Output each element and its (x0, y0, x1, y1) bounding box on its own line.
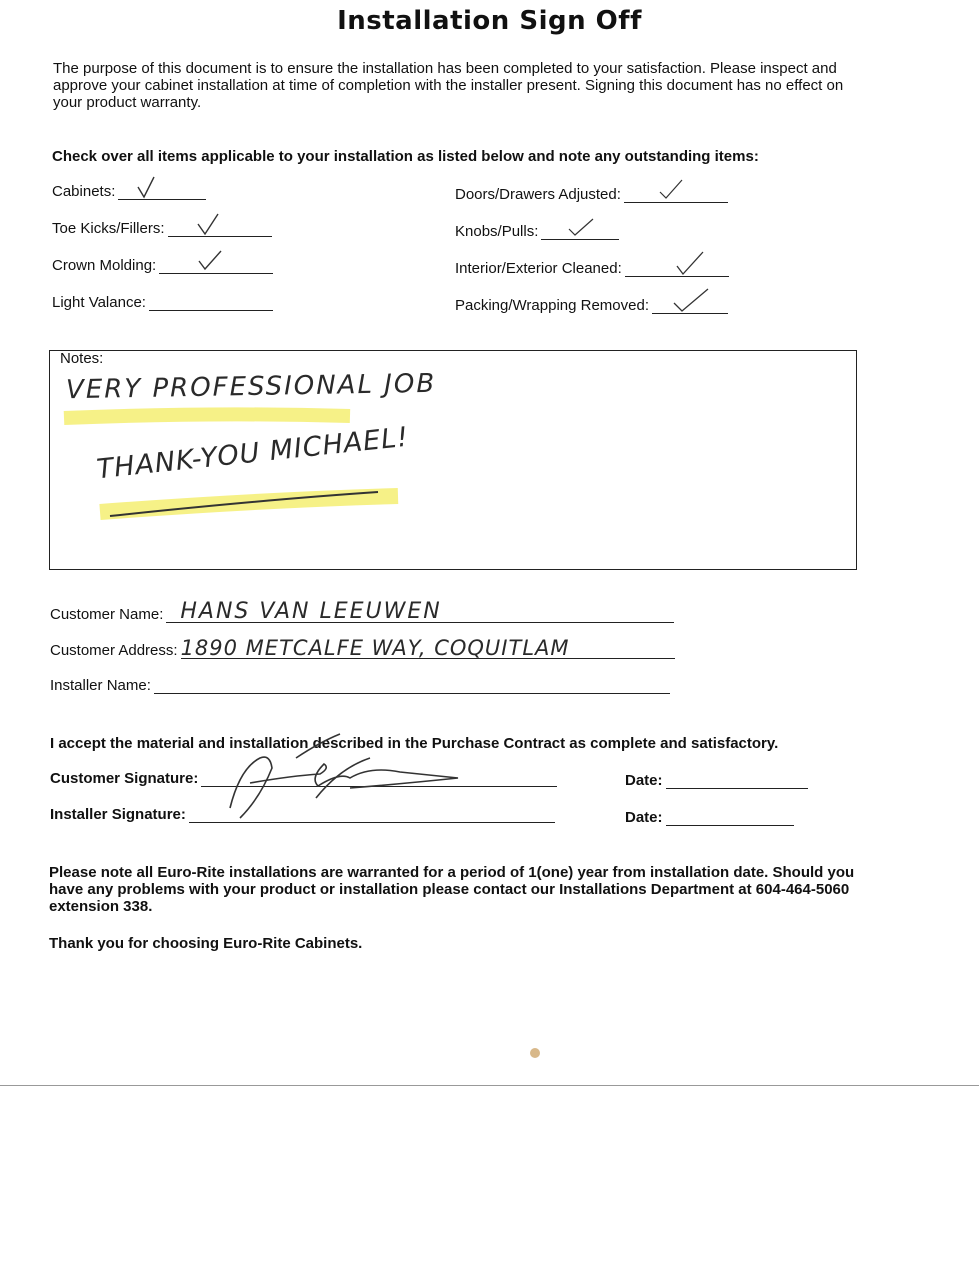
customer-address-line[interactable] (180, 636, 675, 660)
checklist-label: Knobs/Pulls: (455, 223, 539, 240)
checklist-line[interactable] (118, 183, 206, 200)
checkmark-icon (541, 213, 619, 239)
checkmark-icon (168, 210, 272, 236)
installer-name-line[interactable] (154, 677, 670, 694)
installer-signature-line[interactable] (189, 806, 555, 823)
customer-name-field (50, 599, 674, 624)
checklist-item-knobs-pulls (455, 223, 619, 240)
installer-signature-field (50, 806, 555, 823)
acceptance-statement: I accept the material and installation described in the Purchase Contract as complete and satisfactory. (50, 735, 779, 752)
customer-date-line[interactable] (666, 772, 808, 789)
paper-spot (530, 1048, 540, 1058)
checklist-line[interactable] (168, 220, 272, 237)
customer-date-label: Date: (625, 772, 663, 789)
installer-date-line[interactable] (666, 809, 794, 826)
checklist-item-packing-wrapping (455, 297, 728, 314)
checklist-label: Cabinets: (52, 183, 116, 200)
warranty-notice: Please note all Euro-Rite installations are warranted for a period of 1(one) year from installation date. Should you have any problems with your product or installation please contact our Installations Department at 604-464-5060 extension 338. (49, 864, 855, 915)
notes-handwritten-line-2: THANK-YOU MICHAEL! (95, 421, 411, 486)
installer-date-label: Date: (625, 809, 663, 826)
checklist-instruction: Check over all items applicable to your installation as listed below and note any outstanding items: (52, 148, 759, 165)
checkmark-icon (159, 247, 273, 273)
checklist-item-cabinets (52, 183, 206, 200)
page-title: Installation Sign Off (337, 6, 642, 36)
checklist-line[interactable] (624, 186, 728, 203)
checklist-label: Packing/Wrapping Removed: (455, 297, 649, 314)
checklist-line[interactable] (159, 257, 273, 274)
customer-name-label: Customer Name: (50, 606, 164, 623)
checklist-item-light-valance (52, 294, 273, 311)
notes-label: Notes: (60, 350, 104, 367)
checklist-label: Crown Molding: (52, 257, 157, 274)
installer-date-field (625, 809, 794, 826)
page-edge-rule (0, 1085, 979, 1086)
checklist-label: Toe Kicks/Fillers: (52, 220, 165, 237)
customer-name-value: HANS VAN LEEUWEN (180, 599, 442, 624)
checklist-item-interior-exterior (455, 260, 729, 277)
checklist-line[interactable] (149, 294, 273, 311)
checklist-label: Doors/Drawers Adjusted: (455, 186, 621, 203)
checklist-label: Interior/Exterior Cleaned: (455, 260, 622, 277)
checkmark-icon (625, 250, 729, 276)
checklist-line[interactable] (541, 223, 619, 240)
notes-handwritten-line-1: VERY PROFESSIONAL JOB (65, 368, 437, 406)
customer-address-field (50, 636, 675, 660)
customer-signature-label: Customer Signature: (50, 770, 199, 787)
checklist-item-toe-kicks (52, 220, 272, 237)
checklist-line[interactable] (625, 260, 729, 277)
intro-paragraph: The purpose of this document is to ensure the installation has been completed to your satisfaction. Please inspect and approve your cabinet installation at time of completion with the installer present. Signing this document has no effect on your product warranty. (53, 60, 844, 111)
checklist-item-crown-molding (52, 257, 273, 274)
customer-address-label: Customer Address: (50, 642, 178, 659)
thank-you-line: Thank you for choosing Euro-Rite Cabinets. (49, 935, 363, 952)
checkmark-icon (624, 176, 728, 202)
installer-name-label: Installer Name: (50, 677, 151, 694)
checkmark-icon (118, 173, 206, 199)
customer-date-field (625, 772, 808, 789)
checkmark-icon (652, 287, 728, 313)
checklist-label: Light Valance: (52, 294, 146, 311)
installer-name-field (50, 677, 670, 694)
checklist-line[interactable] (652, 297, 728, 314)
installer-signature-label: Installer Signature: (50, 806, 186, 823)
checklist-item-doors-drawers (455, 186, 728, 203)
customer-address-value: 1890 METCALFE WAY, COQUITLAM (180, 636, 570, 660)
customer-name-line[interactable] (166, 599, 674, 624)
